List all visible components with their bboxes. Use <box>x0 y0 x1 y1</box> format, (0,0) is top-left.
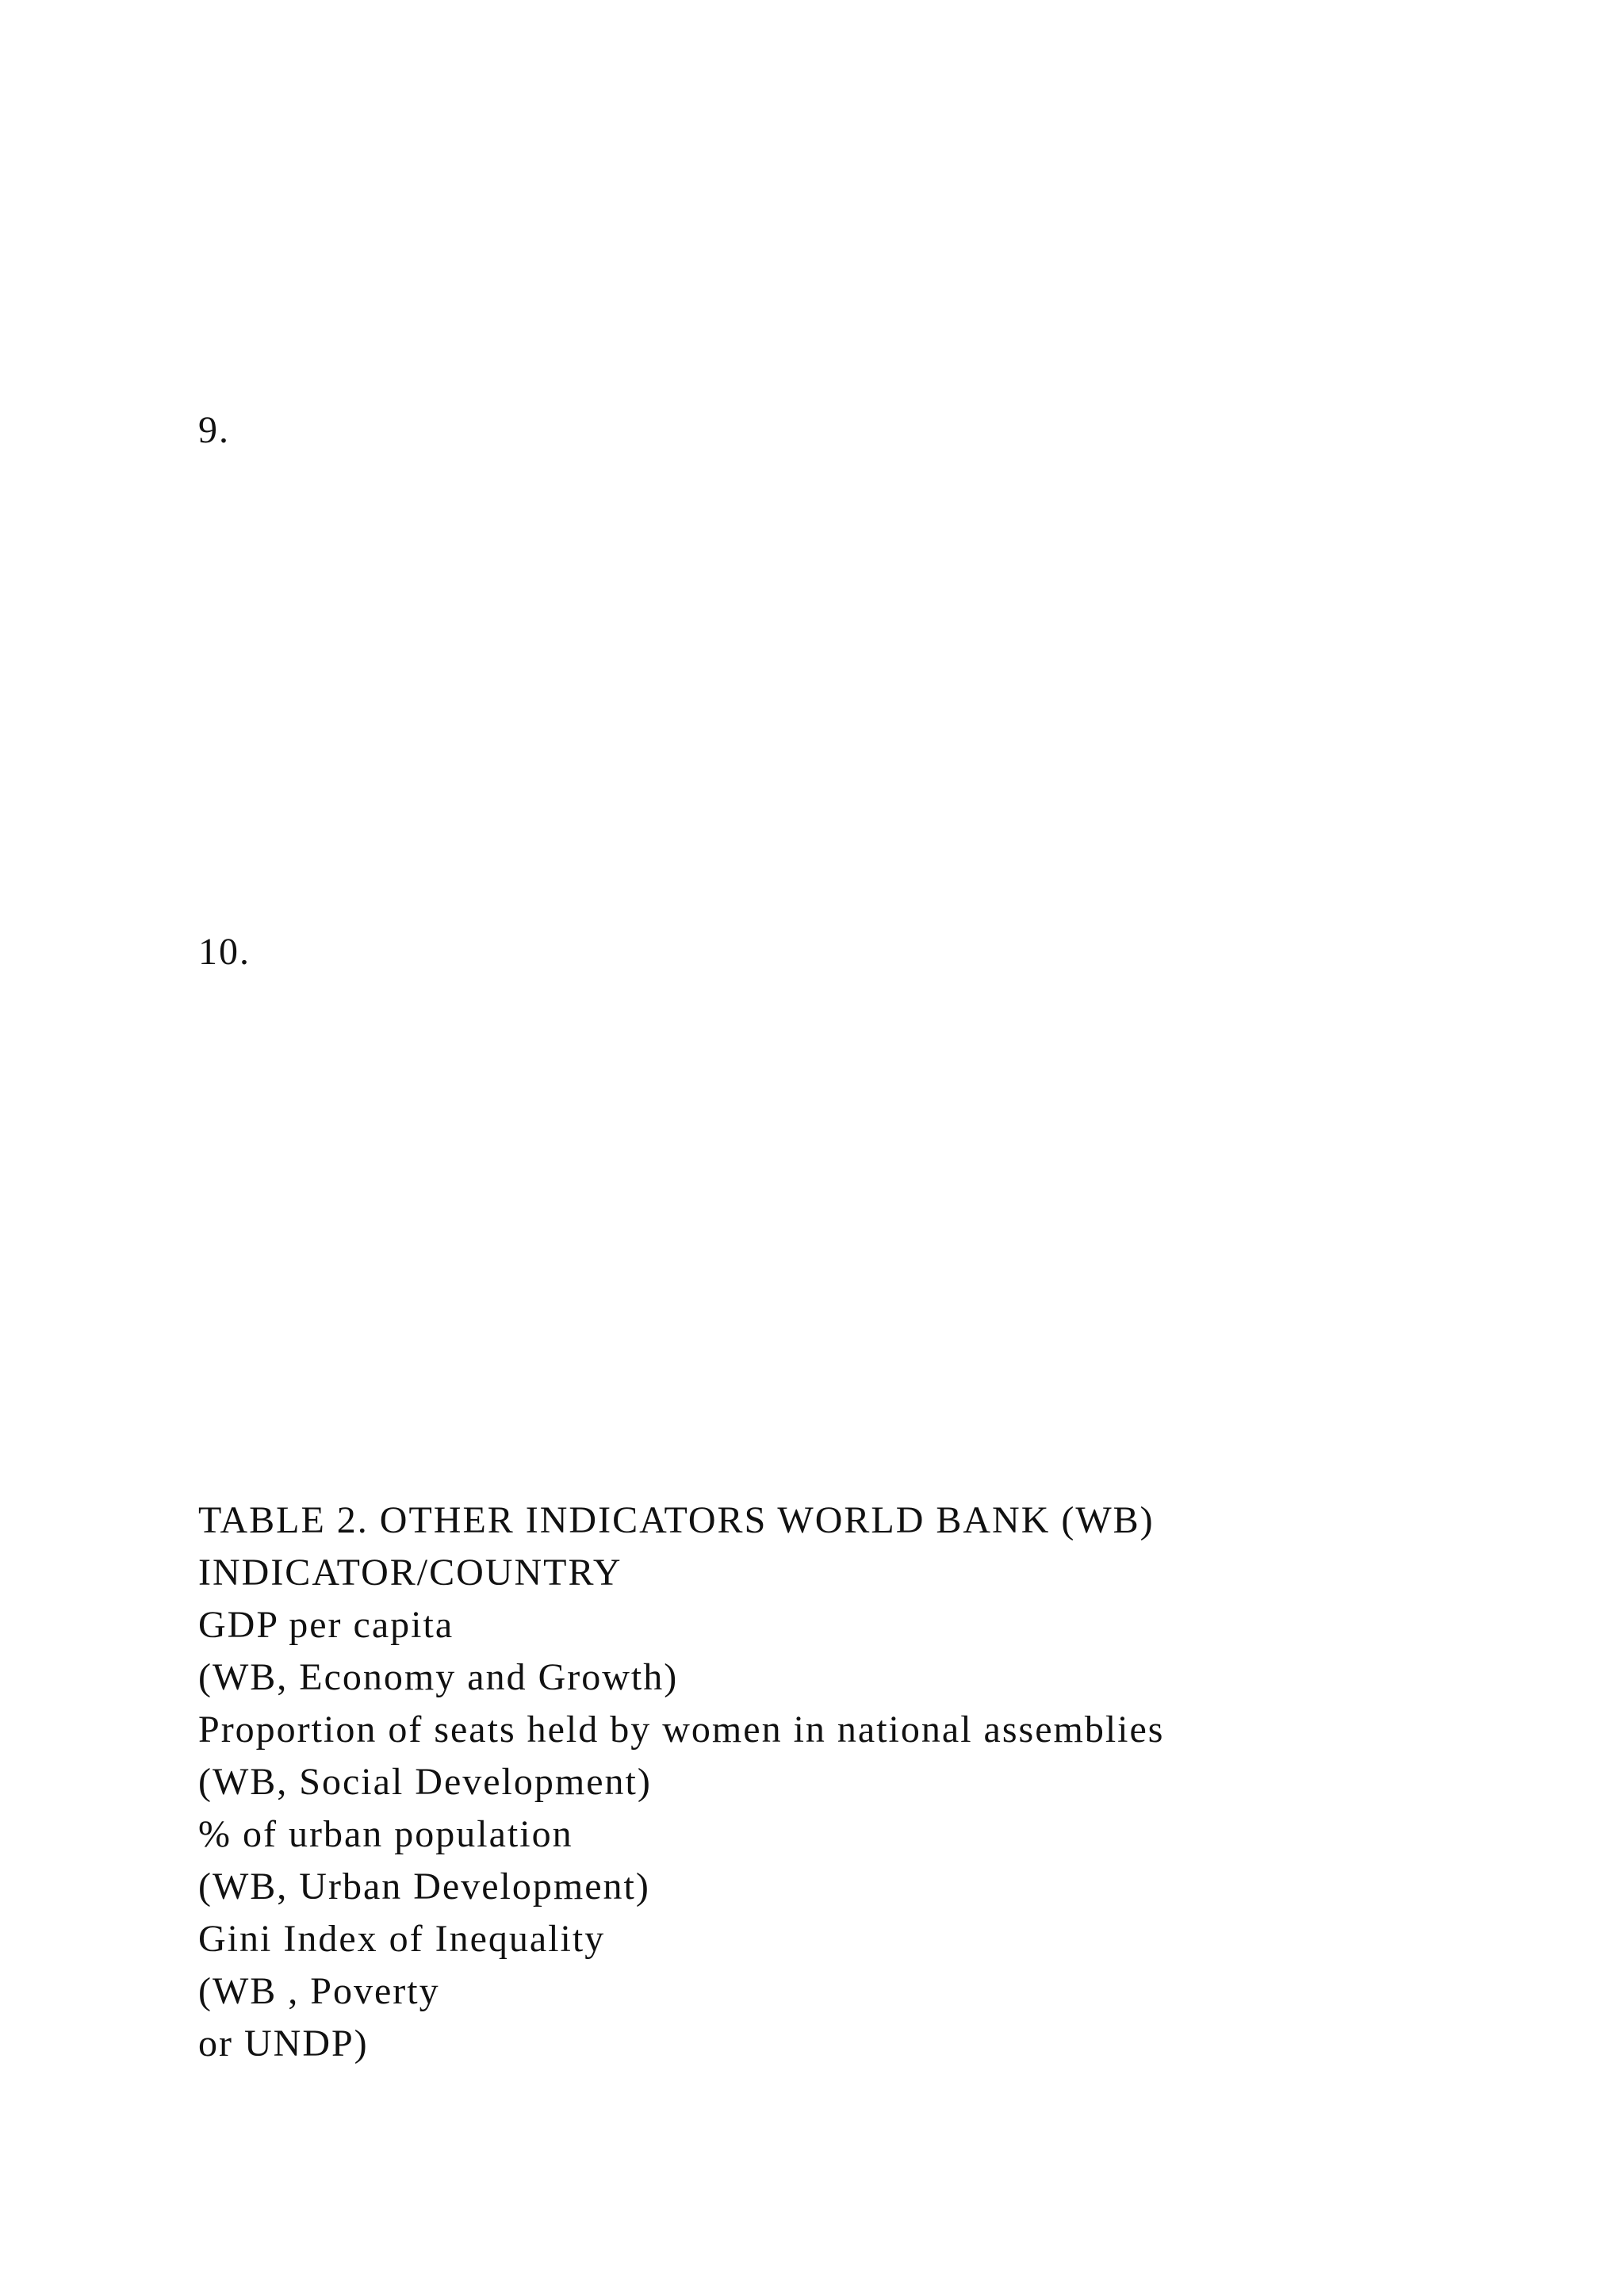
indicator-line: % of urban population <box>198 1813 573 1855</box>
indicator-source-line: (WB, Social Development) <box>198 1761 652 1803</box>
table-header: INDICATOR/COUNTRY <box>198 1552 622 1594</box>
indicator-line: GDP per capita <box>198 1604 454 1646</box>
table-2-section <box>198 1494 1546 2070</box>
item-number-10: 10. <box>198 931 251 973</box>
indicator-source-line: (WB, Urban Development) <box>198 1866 650 1908</box>
item-number-9: 9. <box>198 409 230 451</box>
indicator-source-line: (WB , Poverty <box>198 1970 440 2012</box>
indicator-line: Gini Index of Inequality <box>198 1918 606 1960</box>
indicator-source-line: (WB, Economy and Growth) <box>198 1656 679 1698</box>
indicator-line: Proportion of seats held by women in national assemblies <box>198 1709 1165 1751</box>
table-title: TABLE 2. OTHER INDICATORS WORLD BANK (WB) <box>198 1499 1155 1541</box>
indicator-source-line: or UNDP) <box>198 2022 369 2064</box>
